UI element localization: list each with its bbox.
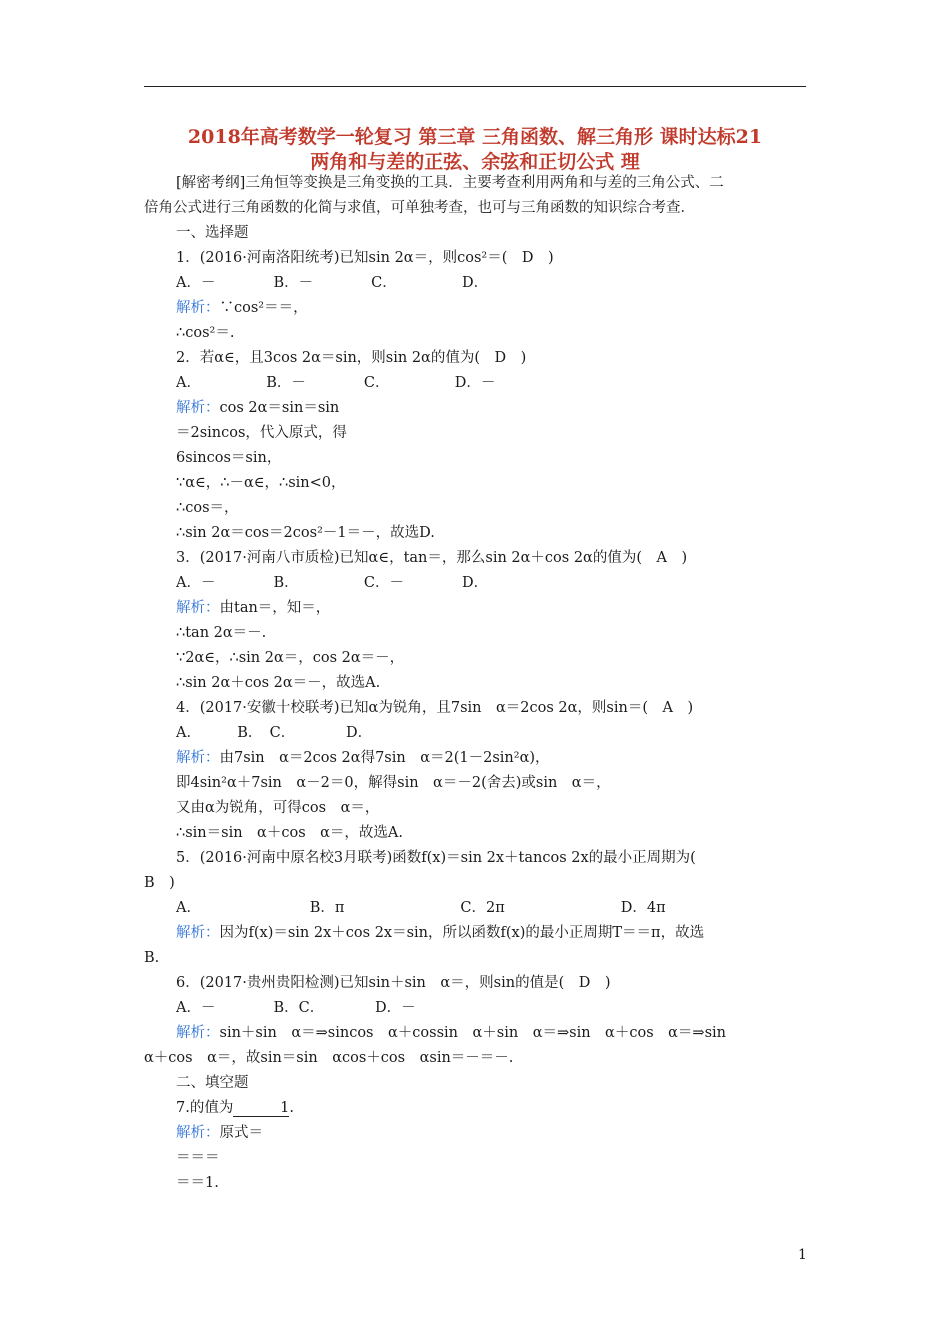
solution-label: 解析： — [176, 1125, 220, 1141]
page-number: 1 — [798, 1247, 807, 1263]
solution-label: 解析： — [176, 300, 220, 316]
document-title-line2: 两角和与差的正弦、余弦和正切公式 理 — [310, 151, 640, 173]
q7-solution-line1: 解析：原式＝ — [176, 1125, 263, 1141]
q4-solution-line2: 即4sin²α＋7sin α－2＝0，解得sin α＝－2(舍去)或sin α＝， — [176, 775, 611, 791]
q3-stem: 3．(2017·河南八市质检)已知α∈，tan＝，那么sin 2α＋cos 2α的值为( A ) — [176, 550, 688, 566]
q4-stem: 4．(2017·安徽十校联考)已知α为锐角，且7sin α＝2cos 2α，则sin＝( A ) — [176, 700, 694, 716]
q1-solution-line1: 解析：∵cos²＝＝， — [176, 300, 308, 316]
q5-solution-line2: B. — [144, 950, 160, 966]
q3-solution-line2: ∴tan 2α＝－. — [176, 625, 267, 641]
q2-solution-line3: 6sincos＝sin， — [176, 450, 282, 466]
q2-solution-line6: ∴sin 2α＝cos＝2cos²－1＝－，故选D. — [176, 525, 435, 541]
q3-options: A．－ B． C．－ D． — [176, 575, 489, 591]
q3-solution-line4: ∴sin 2α＋cos 2α＝－，故选A. — [176, 675, 381, 691]
solution-label: 解析： — [176, 400, 220, 416]
q2-solution-line1: 解析：cos 2α＝sin＝sin — [176, 400, 340, 416]
q6-solution-line1: 解析：sin＋sin α＝⇒sincos α＋cossin α＋sin α＝⇒sin α＋cos α＝⇒sin — [176, 1025, 726, 1041]
q6-options: A．－ B．C． D．－ — [176, 1000, 416, 1016]
q4-solution-line1: 解析：由7sin α＝2cos 2α得7sin α＝2(1－2sin²α)， — [176, 750, 550, 766]
document-title-line1: 2018年高考数学一轮复习 第三章 三角函数、解三角形 课时达标21 — [187, 126, 763, 148]
section-heading-fill-blank: 二、填空题 — [176, 1075, 249, 1091]
q7-stem: 7.的值为 1. — [176, 1100, 294, 1116]
q3-solution-line3: ∵2α∈，∴sin 2α＝，cos 2α＝－， — [176, 650, 405, 666]
q1-options: A．－ B．－ C． D． — [176, 275, 489, 291]
solution-label: 解析： — [176, 750, 220, 766]
intro-line1: [解密考纲]三角恒等变换是三角变换的工具．主要考查利用两角和与差的三角公式、二 — [176, 175, 724, 191]
q5-stem-continued: B ) — [144, 875, 175, 891]
solution-label: 解析： — [176, 925, 220, 941]
answer-blank: 1 — [233, 1100, 289, 1117]
q6-stem: 6．(2017·贵州贵阳检测)已知sin＋sin α＝，则sin的值是( D ) — [176, 975, 611, 991]
q4-solution-line3: 又由α为锐角，可得cos α＝， — [176, 800, 380, 816]
q2-stem: 2．若α∈，且3cos 2α＝sin，则sin 2α的值为( D ) — [176, 350, 527, 366]
header-rule — [144, 86, 806, 87]
q5-stem: 5．(2016·河南中原名校3月联考)函数f(x)＝sin 2x＋tancos 2x的最小正周期为( — [176, 850, 696, 866]
q5-options: A． B．π C．2π D．4π — [176, 900, 666, 916]
section-heading-choice: 一、选择题 — [176, 225, 249, 241]
q2-options: A． B．－ C． D．－ — [176, 375, 496, 391]
solution-label: 解析： — [176, 1025, 220, 1041]
q1-solution-line2: ∴cos²＝. — [176, 325, 235, 341]
q4-options: A． B． C． D． — [176, 725, 373, 741]
q7-solution-line3: ＝＝1. — [176, 1175, 219, 1191]
q1-stem: 1．(2016·河南洛阳统考)已知sin 2α＝，则cos²＝( D ) — [176, 250, 554, 266]
q7-solution-line2: ＝＝＝ — [176, 1150, 220, 1166]
q2-solution-line5: ∴cos＝， — [176, 500, 239, 516]
solution-label: 解析： — [176, 600, 220, 616]
q2-solution-line4: ∵α∈，∴－α∈，∴sin<0， — [176, 475, 346, 491]
q5-solution-line1: 解析：因为f(x)＝sin 2x＋cos 2x＝sin，所以函数f(x)的最小正周期T＝＝π，故选 — [176, 925, 705, 941]
q6-solution-line2: α＋cos α＝，故sin＝sin αcos＋cos αsin＝－＝－. — [144, 1050, 514, 1066]
q3-solution-line1: 解析：由tan＝，知＝， — [176, 600, 331, 616]
q2-solution-line2: ＝2sincos，代入原式，得 — [176, 425, 347, 441]
q4-solution-line4: ∴sin＝sin α＋cos α＝，故选A. — [176, 825, 404, 841]
intro-line2: 倍角公式进行三角函数的化简与求值，可单独考查，也可与三角函数的知识综合考查． — [144, 200, 695, 216]
